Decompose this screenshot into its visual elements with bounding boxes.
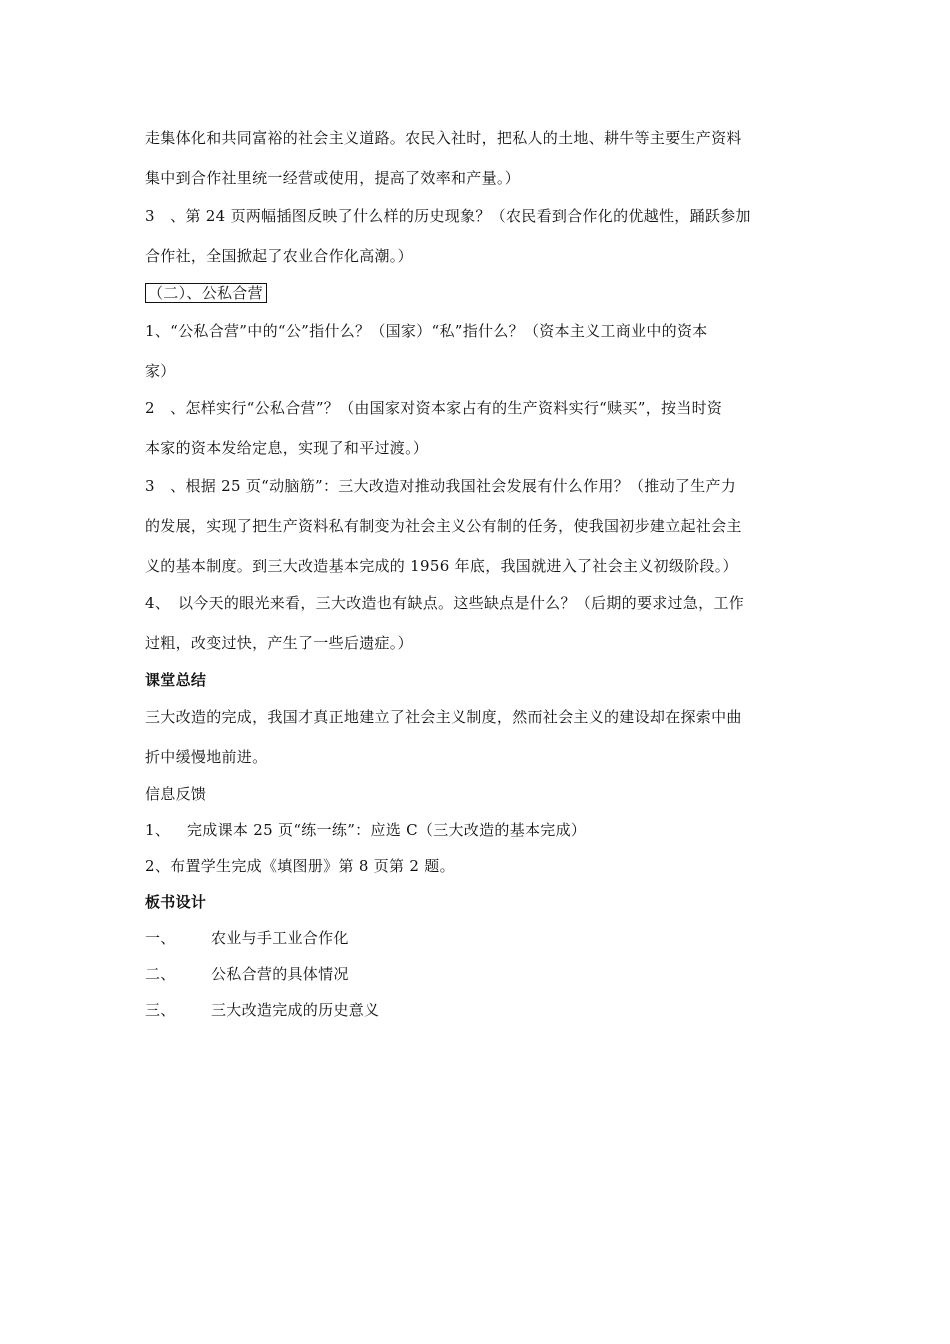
board-item-1-text: 农业与手工业合作化 bbox=[211, 929, 349, 947]
pp-q2-line-2: 本家的资本发给定息，实现了和平过渡。） bbox=[145, 439, 429, 457]
feedback-item-1-text: 完成课本 25 页“练一练”：应选 C（三大改造的基本完成） bbox=[187, 821, 587, 839]
feedback-item-2: 2、布置学生完成《填图册》第 8 页第 2 题。 bbox=[145, 857, 455, 875]
pp-q2-line-1: 2 、怎样实行“公私合营”？（由国家对资本家占有的生产资料实行“赎买”，按当时资 bbox=[145, 399, 723, 417]
feedback-heading: 信息反馈 bbox=[145, 785, 207, 803]
summary-line-2: 折中缓慢地前进。 bbox=[145, 748, 268, 766]
pp-q4-line-1: 4、 以今天的眼光来看，三大改造也有缺点。这些缺点是什么？（后期的要求过急，工作 bbox=[145, 594, 745, 612]
board-item-1 bbox=[145, 928, 815, 948]
summary-line-1: 三大改造的完成，我国才真正地建立了社会主义制度，然而社会主义的建设却在探索中曲 bbox=[145, 708, 742, 726]
agri-q3-line-1: 3 、第 24 页两幅插图反映了什么样的历史现象？（农民看到合作化的优越性，踊跃参加 bbox=[145, 207, 751, 225]
agri-q3-line-2: 合作社，全国掀起了农业合作化高潮。） bbox=[145, 247, 413, 265]
intro-line-1: 走集体化和共同富裕的社会主义道路。农民入社时，把私人的土地、耕牛等主要生产资料 bbox=[145, 129, 742, 147]
board-item-1-num: 一、 bbox=[145, 929, 176, 947]
board-item-3 bbox=[145, 1000, 815, 1020]
pp-q1-line-1: 1、“公私合营”中的“公”指什么？（国家）“私”指什么？（资本主义工商业中的资本 bbox=[145, 322, 708, 340]
feedback-item-1-num: 1、 bbox=[145, 821, 171, 839]
feedback-item-1 bbox=[145, 820, 815, 840]
pp-q4-line-2: 过粗，改变过快，产生了一些后遗症。） bbox=[145, 634, 413, 652]
pp-q3-line-1: 3 、根据 25 页“动脑筋”：三大改造对推动我国社会发展有什么作用？（推动了生产力 bbox=[145, 477, 737, 495]
pp-q1-line-2: 家） bbox=[145, 362, 176, 380]
board-item-2 bbox=[145, 964, 815, 984]
summary-heading: 课堂总结 bbox=[145, 671, 207, 689]
pp-q3-line-2: 的发展，实现了把生产资料私有制变为社会主义公有制的任务，使我国初步建立起社会主 bbox=[145, 517, 742, 535]
pp-q3-line-3: 义的基本制度。到三大改造基本完成的 1956 年底，我国就进入了社会主义初级阶段。） bbox=[145, 557, 738, 575]
board-item-2-text: 公私合营的具体情况 bbox=[211, 965, 349, 983]
intro-line-2: 集中到合作社里统一经营或使用，提高了效率和产量。） bbox=[145, 169, 521, 187]
board-heading: 板书设计 bbox=[145, 893, 207, 911]
public-private-heading-box: （二）、公私合营 bbox=[145, 283, 267, 303]
board-item-3-num: 三、 bbox=[145, 1001, 176, 1019]
board-item-2-num: 二、 bbox=[145, 965, 176, 983]
board-item-3-text: 三大改造完成的历史意义 bbox=[211, 1001, 380, 1019]
public-private-heading bbox=[145, 283, 815, 303]
